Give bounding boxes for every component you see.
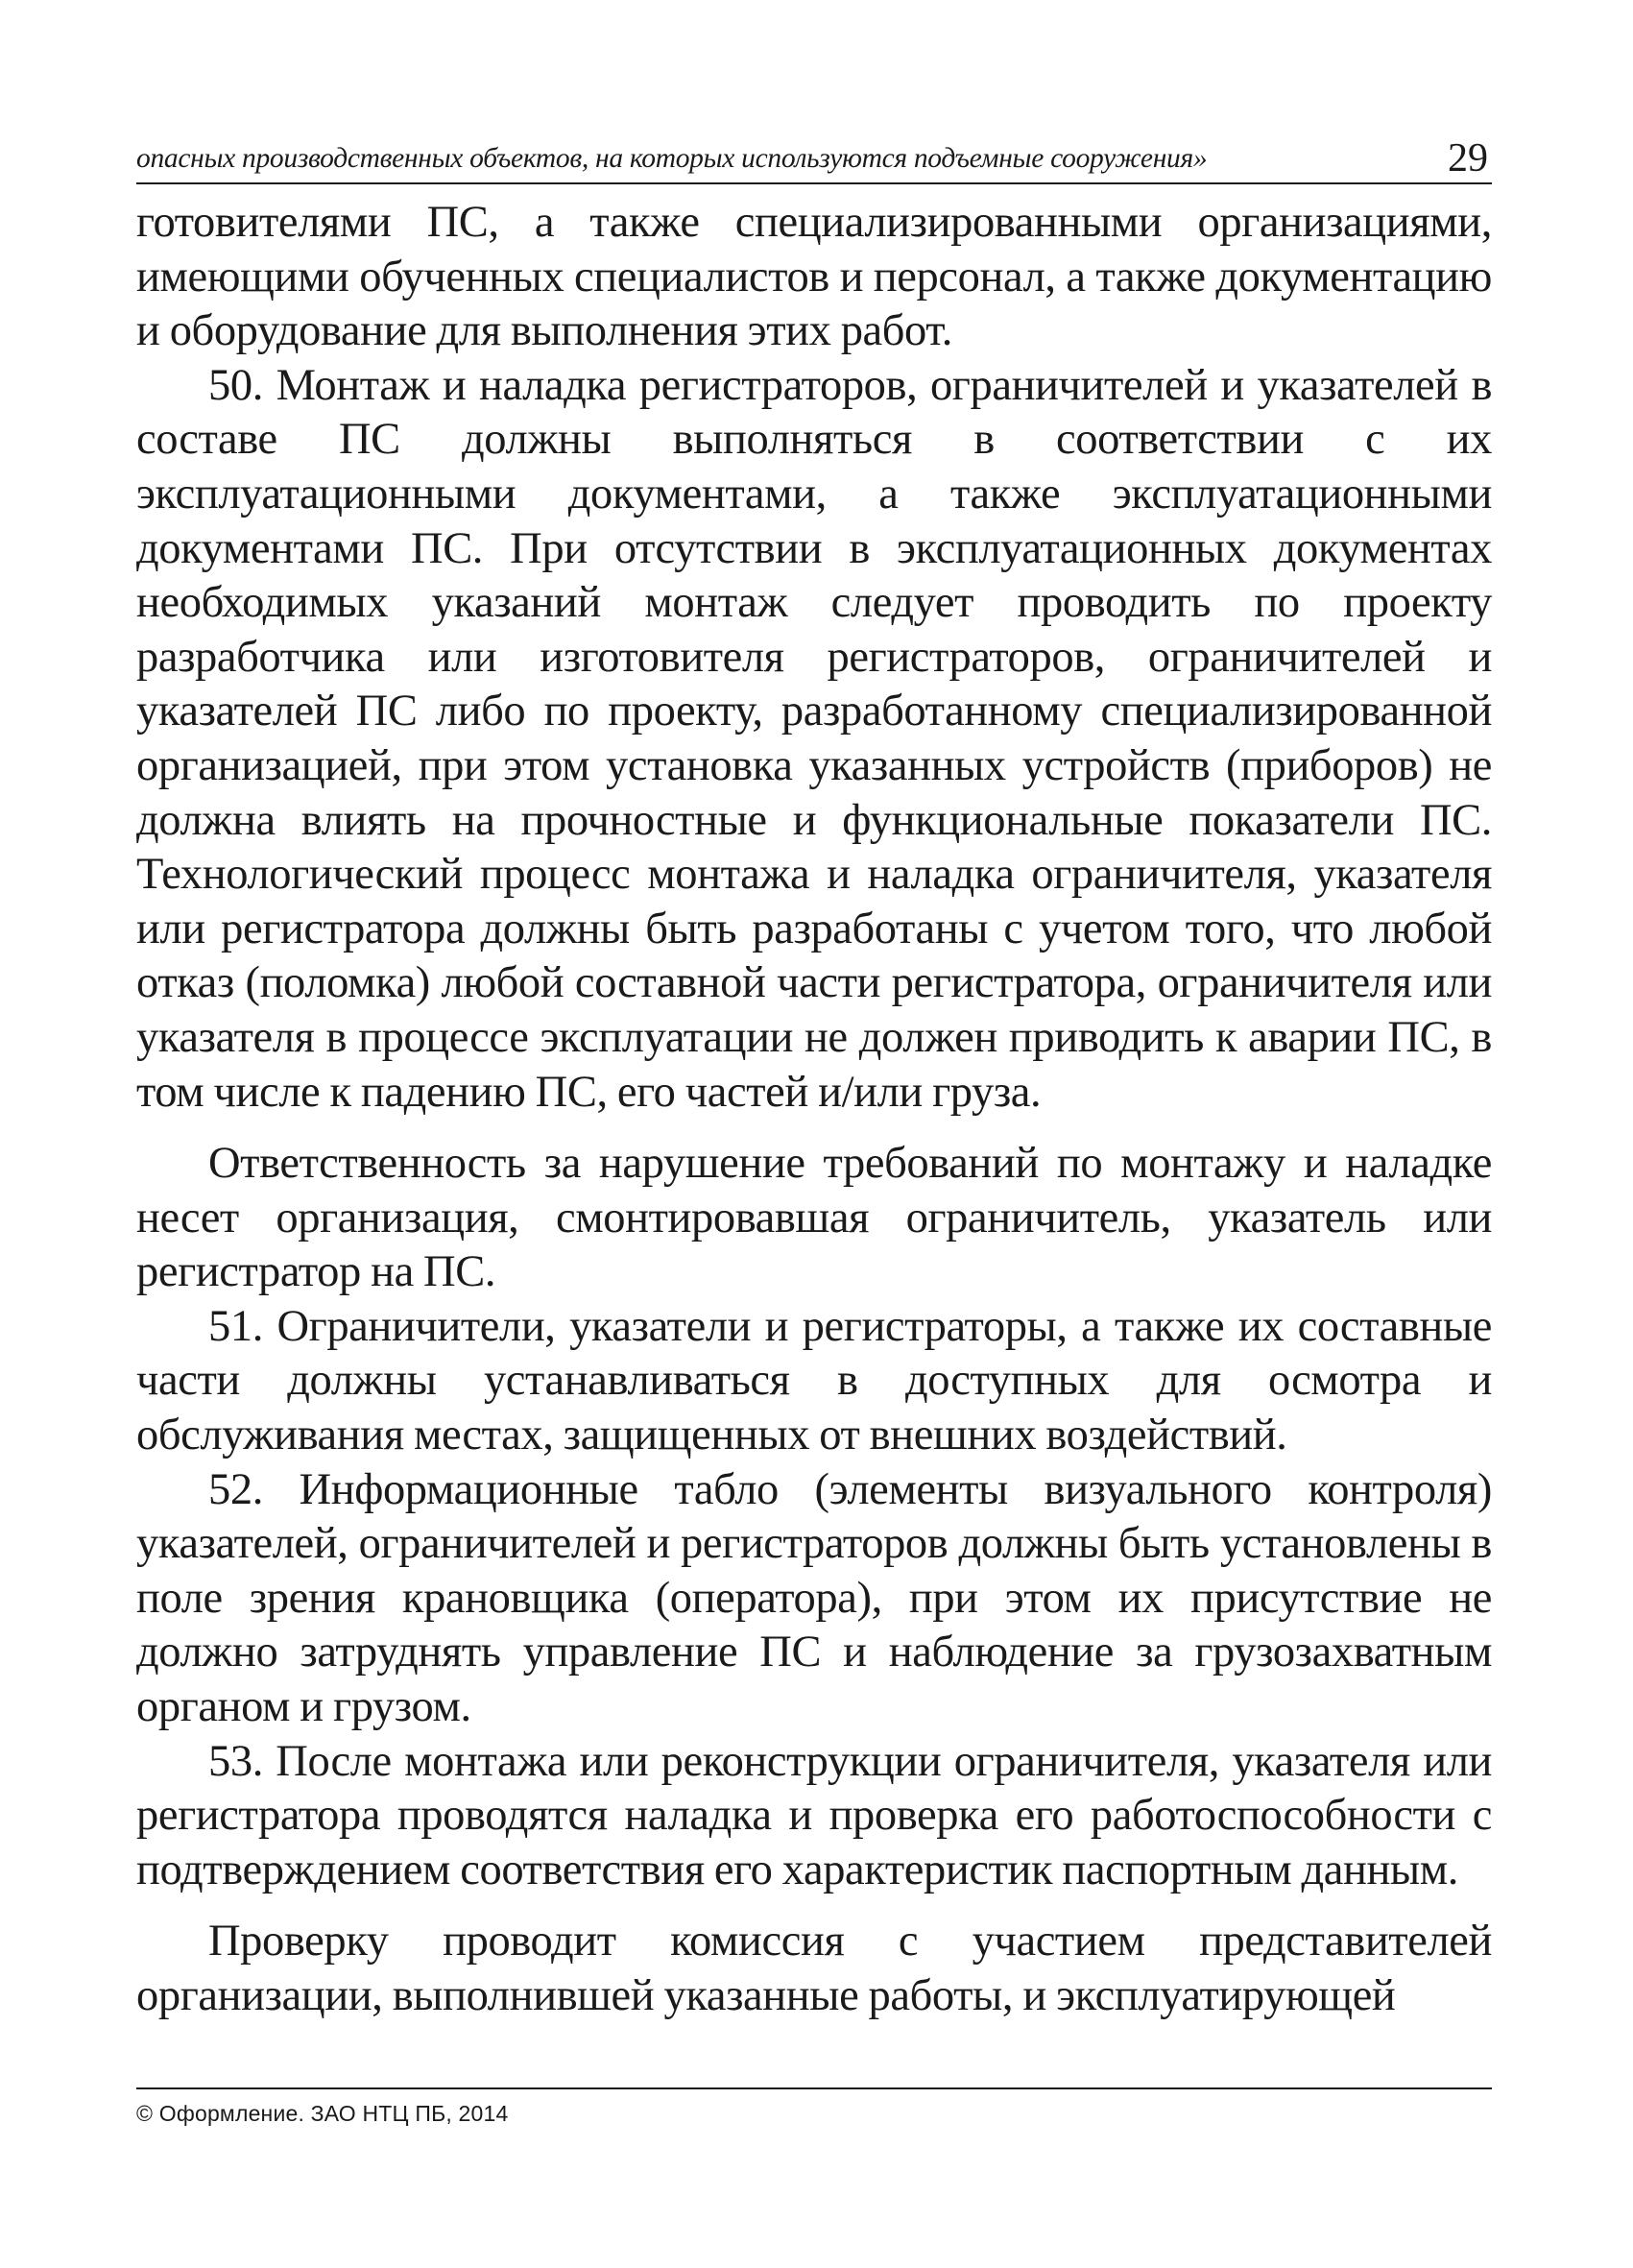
paragraph-responsibility: Ответственность за нарушение требований по монтажу и наладке несет организация, смонтировавшая ограничитель, указатель или регистратор на ПС. bbox=[136, 1139, 1492, 1297]
paragraph-continuation: готовителями ПС, а также специализированными организациями, имеющими обученных специалистов и персонал, а также документацию и оборудование для выполнения этих работ. bbox=[136, 198, 1492, 356]
paragraph-item-51: 51. Ограничители, указатели и регистраторы, а также их составные части должны устанавливаться в доступных для осмотра и обслуживания местах, защищенных от внешних воздействий. bbox=[136, 1301, 1492, 1460]
running-header-title: опасных производственных объектов, на которых используются подъемные сооружения» bbox=[136, 143, 1208, 174]
paragraph-item-50: 50. Монтаж и наладка регистраторов, ограничителей и указателей в составе ПС должны выполняться в соответствии с их эксплуатационными документами, а также эксплуатационными документами ПС. При отсутствии в эксплуатационных документах необходимых указаний монтаж следует проводить по проекту разработчика или изготовителя регистраторов, ограничителей и указателей ПС либо по проекту, разработанному специализированной организацией, при этом установка указанных устройств (приборов) не должна влиять на прочностные и функциональные показатели ПС. Технологический процесс монтажа и наладка ограничителя, указателя или регистратора должны быть разработаны с учетом того, что любой отказ (поломка) любой составной части регистратора, ограничителя или указателя в процессе эксплуатации не должен приводить к аварии ПС, в том числе к падению ПС, его частей и/или груза. bbox=[136, 360, 1492, 1117]
body-text bbox=[136, 196, 1492, 2078]
paragraph-commission: Проверку проводит комиссия с участием представителей организации, выполнившей указанные работы, и эксплуатирующей bbox=[136, 1917, 1492, 2020]
page-number: 29 bbox=[1448, 136, 1488, 181]
paragraph-item-52: 52. Информационные табло (элементы визуального контроля) указателей, ограничителей и регистраторов должны быть установлены в поле зрения крановщика (оператора), при этом их присутствие не должно затруднять управление ПС и наблюдение за грузозахватным органом и грузом. bbox=[136, 1464, 1492, 1732]
paragraph-item-53: 53. После монтажа или реконструкции ограничителя, указателя или регистратора проводятся наладка и проверка его работоспособности с подтверждением соответствия его характеристик паспортным данным. bbox=[136, 1736, 1492, 1894]
copyright-notice: © Оформление. ЗАО НТЦ ПБ, 2014 bbox=[136, 2101, 509, 2126]
page-footer bbox=[136, 2087, 1492, 2127]
running-header bbox=[136, 133, 1492, 184]
